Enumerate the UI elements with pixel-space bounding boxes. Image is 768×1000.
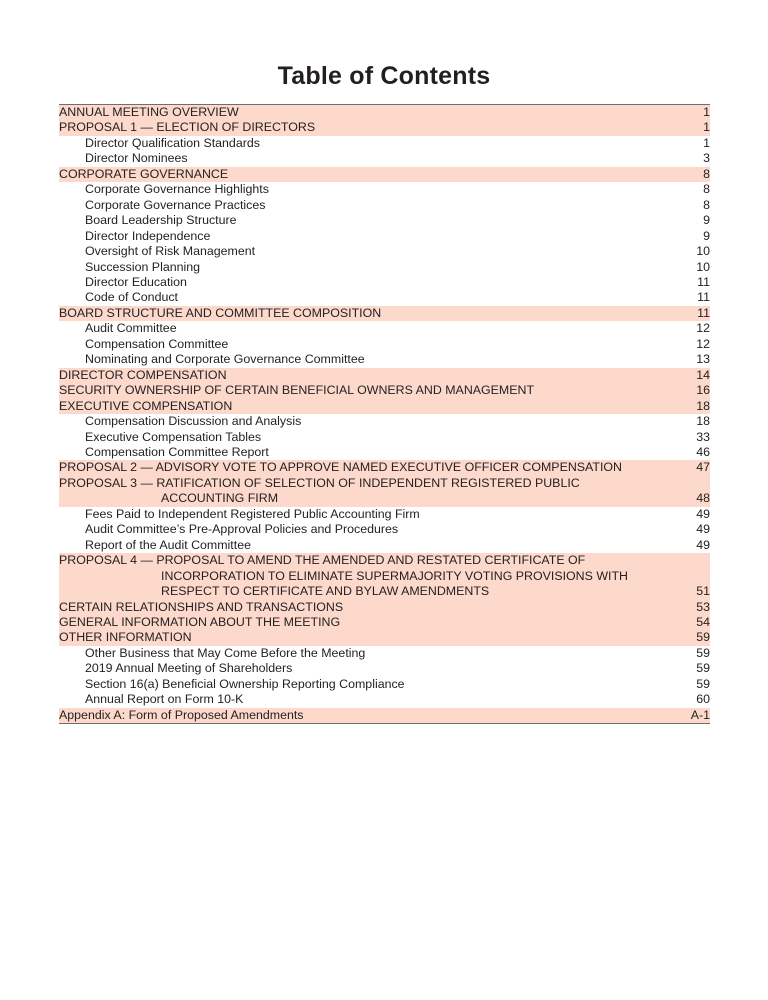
toc-page-number: 12 bbox=[696, 336, 710, 351]
toc-entry-line: Nominating and Corporate Governance Committee bbox=[85, 352, 365, 367]
toc-entry-line: PROPOSAL 3 — RATIFICATION OF SELECTION OF INDEPENDENT REGISTERED PUBLIC bbox=[59, 475, 580, 490]
toc-entry-title bbox=[59, 708, 304, 723]
toc-entry-line: CORPORATE GOVERNANCE bbox=[59, 166, 229, 181]
table-of-contents bbox=[59, 104, 710, 724]
toc-page-number: 53 bbox=[696, 599, 710, 614]
toc-subsection-entry[interactable] bbox=[59, 275, 710, 290]
toc-subsection-entry[interactable] bbox=[59, 151, 710, 166]
toc-entry-title bbox=[59, 260, 200, 275]
toc-entry-title bbox=[59, 306, 381, 321]
toc-entry-title bbox=[59, 321, 177, 336]
toc-page-number: 33 bbox=[696, 429, 710, 444]
toc-entry-title bbox=[59, 213, 237, 228]
toc-page-number: 12 bbox=[696, 321, 710, 336]
toc-section-entry[interactable] bbox=[59, 383, 710, 398]
toc-page-number: 1 bbox=[703, 105, 710, 119]
toc-entry-title bbox=[59, 692, 243, 707]
toc-page-number: 59 bbox=[696, 630, 710, 645]
toc-entry-title bbox=[59, 105, 239, 120]
toc-subsection-entry[interactable] bbox=[59, 661, 710, 676]
toc-page-number: 11 bbox=[697, 305, 710, 320]
toc-entry-title bbox=[59, 476, 580, 507]
toc-page-number: 10 bbox=[696, 259, 710, 274]
toc-subsection-entry[interactable] bbox=[59, 677, 710, 692]
page-title: Table of Contents bbox=[277, 62, 491, 90]
toc-section-entry[interactable] bbox=[59, 399, 710, 414]
toc-entry-line: Annual Report on Form 10-K bbox=[85, 692, 244, 707]
toc-entry-title bbox=[59, 352, 365, 367]
toc-page-number: 10 bbox=[696, 244, 710, 259]
toc-page-number: 14 bbox=[696, 367, 710, 382]
toc-entry-title bbox=[59, 445, 269, 460]
toc-subsection-entry[interactable] bbox=[59, 213, 710, 228]
toc-entry-title bbox=[59, 507, 420, 522]
toc-entry-title bbox=[59, 120, 315, 135]
toc-entry-line: Code of Conduct bbox=[85, 290, 178, 305]
toc-entry-line: Oversight of Risk Management bbox=[85, 244, 256, 259]
toc-subsection-entry[interactable] bbox=[59, 337, 710, 352]
toc-entry-line: Corporate Governance Highlights bbox=[85, 182, 269, 197]
toc-section-entry[interactable] bbox=[59, 120, 710, 135]
toc-entry-continuation-line: ACCOUNTING FIRM bbox=[161, 491, 279, 506]
toc-section-entry[interactable] bbox=[59, 306, 710, 321]
toc-section-entry[interactable] bbox=[59, 708, 710, 723]
toc-subsection-entry[interactable] bbox=[59, 198, 710, 213]
toc-page-number: 11 bbox=[697, 290, 710, 305]
toc-subsection-entry[interactable] bbox=[59, 507, 710, 522]
toc-entry-title bbox=[59, 538, 251, 553]
toc-entry-line: Other Business that May Come Before the Meeting bbox=[85, 645, 366, 660]
toc-section-entry[interactable] bbox=[59, 476, 710, 507]
toc-entry-line: Compensation Committee bbox=[85, 336, 229, 351]
toc-entry-title bbox=[59, 244, 255, 259]
toc-entry-line: Director Education bbox=[85, 274, 187, 289]
toc-entry-title bbox=[59, 414, 301, 429]
toc-subsection-entry[interactable] bbox=[59, 182, 710, 197]
toc-entry-title bbox=[59, 151, 188, 166]
toc-page-number: 3 bbox=[703, 151, 710, 166]
toc-section-entry[interactable] bbox=[59, 630, 710, 645]
toc-entry-title bbox=[59, 399, 232, 414]
toc-section-entry[interactable] bbox=[59, 368, 710, 383]
toc-entry-title bbox=[59, 368, 227, 383]
toc-entry-line: Succession Planning bbox=[85, 259, 201, 274]
toc-entry-line: Section 16(a) Beneficial Ownership Reporting Compliance bbox=[85, 676, 405, 691]
toc-page-number: 48 bbox=[696, 491, 710, 506]
toc-entry-line: Compensation Discussion and Analysis bbox=[85, 414, 302, 429]
toc-entry-title bbox=[59, 600, 343, 615]
toc-page-number: 59 bbox=[696, 676, 710, 691]
toc-page-number: 54 bbox=[696, 614, 710, 629]
toc-page-number: 8 bbox=[703, 182, 710, 197]
toc-entry-title bbox=[59, 430, 261, 445]
toc-page-number: 1 bbox=[703, 135, 710, 150]
toc-subsection-entry[interactable] bbox=[59, 244, 710, 259]
toc-entry-title bbox=[59, 522, 398, 537]
toc-entry-line: PROPOSAL 4 — PROPOSAL TO AMEND THE AMENDED AND RESTATED CERTIFICATE OF bbox=[59, 553, 586, 568]
toc-entry-title bbox=[59, 136, 260, 151]
toc-entry-title bbox=[59, 677, 405, 692]
toc-section-entry[interactable] bbox=[59, 460, 710, 475]
toc-subsection-entry[interactable] bbox=[59, 260, 710, 275]
toc-entry-line: SECURITY OWNERSHIP OF CERTAIN BENEFICIAL OWNERS AND MANAGEMENT bbox=[59, 383, 535, 398]
toc-entry-line: Compensation Committee Report bbox=[85, 444, 269, 459]
toc-page-number: 59 bbox=[696, 645, 710, 660]
toc-entry-title bbox=[59, 198, 265, 213]
toc-subsection-entry[interactable] bbox=[59, 352, 710, 367]
toc-page-number: 46 bbox=[696, 444, 710, 459]
toc-entry-title bbox=[59, 275, 187, 290]
toc-subsection-entry[interactable] bbox=[59, 522, 710, 537]
toc-entry-line: Audit Committee’s Pre-Approval Policies and Procedures bbox=[85, 522, 399, 537]
toc-page-number: A-1 bbox=[690, 707, 710, 722]
toc-page-number: 9 bbox=[703, 228, 710, 243]
toc-page-number: 60 bbox=[696, 692, 710, 707]
toc-entry-title bbox=[59, 383, 534, 398]
toc-entry-line: ANNUAL MEETING OVERVIEW bbox=[59, 105, 239, 119]
toc-subsection-entry[interactable] bbox=[59, 321, 710, 336]
toc-page-number: 18 bbox=[696, 398, 710, 413]
toc-entry-line: Director Nominees bbox=[85, 151, 188, 166]
toc-entry-title bbox=[59, 337, 228, 352]
toc-entry-line: BOARD STRUCTURE AND COMMITTEE COMPOSITION bbox=[59, 305, 382, 320]
toc-page-number: 59 bbox=[696, 661, 710, 676]
toc-entry-title bbox=[59, 290, 178, 305]
toc-subsection-entry[interactable] bbox=[59, 646, 710, 661]
toc-subsection-entry[interactable] bbox=[59, 538, 710, 553]
toc-entry-title bbox=[59, 615, 340, 630]
toc-entry-line: GENERAL INFORMATION ABOUT THE MEETING bbox=[59, 614, 341, 629]
toc-entry-line: EXECUTIVE COMPENSATION bbox=[59, 398, 233, 413]
toc-entry-line: Appendix A: Form of Proposed Amendments bbox=[59, 707, 304, 722]
toc-entry-line: Report of the Audit Committee bbox=[85, 537, 251, 552]
toc-entry-continuation-line: RESPECT TO CERTIFICATE AND BYLAW AMENDMENTS bbox=[161, 584, 490, 599]
toc-entry-line: Executive Compensation Tables bbox=[85, 429, 262, 444]
toc-entry-title bbox=[59, 182, 269, 197]
toc-section-entry[interactable] bbox=[59, 600, 710, 615]
toc-section-entry[interactable] bbox=[59, 615, 710, 630]
toc-entry-title bbox=[59, 553, 628, 599]
toc-subsection-entry[interactable] bbox=[59, 414, 710, 429]
toc-page-number: 11 bbox=[697, 274, 710, 289]
toc-page-number: 1 bbox=[703, 120, 710, 135]
toc-entry-line: Board Leadership Structure bbox=[85, 213, 237, 228]
toc-page-number: 13 bbox=[696, 352, 710, 367]
toc-page-number: 9 bbox=[703, 213, 710, 228]
toc-entry-title bbox=[59, 630, 192, 645]
toc-entry-line: Audit Committee bbox=[85, 321, 177, 336]
toc-entry-title bbox=[59, 167, 228, 182]
toc-entry-title bbox=[59, 646, 365, 661]
toc-entry-line: DIRECTOR COMPENSATION bbox=[59, 367, 227, 382]
toc-entry-line: 2019 Annual Meeting of Shareholders bbox=[85, 661, 293, 676]
toc-section-entry[interactable] bbox=[59, 105, 710, 120]
toc-entry-line: Director Qualification Standards bbox=[85, 135, 260, 150]
toc-section-entry[interactable] bbox=[59, 167, 710, 182]
toc-page-number: 47 bbox=[696, 460, 710, 475]
toc-entry-line: Corporate Governance Practices bbox=[85, 197, 266, 212]
toc-page-number: 49 bbox=[696, 506, 710, 521]
toc-entry-title bbox=[59, 229, 210, 244]
toc-entry-line: Fees Paid to Independent Registered Public Accounting Firm bbox=[85, 506, 420, 521]
toc-entry-title bbox=[59, 460, 622, 475]
toc-subsection-entry[interactable] bbox=[59, 136, 710, 151]
toc-entry-line: PROPOSAL 2 — ADVISORY VOTE TO APPROVE NAMED EXECUTIVE OFFICER COMPENSATION bbox=[59, 460, 622, 475]
toc-entry-line: CERTAIN RELATIONSHIPS AND TRANSACTIONS bbox=[59, 599, 344, 614]
toc-page-number: 51 bbox=[696, 584, 710, 599]
toc-page-number: 49 bbox=[696, 522, 710, 537]
toc-entry-title bbox=[59, 661, 292, 676]
toc-entry-line: OTHER INFORMATION bbox=[59, 630, 192, 645]
toc-subsection-entry[interactable] bbox=[59, 430, 710, 445]
toc-page-number: 8 bbox=[703, 197, 710, 212]
toc-entry-line: PROPOSAL 1 — ELECTION OF DIRECTORS bbox=[59, 120, 316, 135]
toc-subsection-entry[interactable] bbox=[59, 290, 710, 305]
toc-entry-line: Director Independence bbox=[85, 228, 211, 243]
toc-section-entry[interactable] bbox=[59, 553, 710, 599]
toc-subsection-entry[interactable] bbox=[59, 229, 710, 244]
toc-entry-continuation-line: INCORPORATION TO ELIMINATE SUPERMAJORITY VOTING PROVISIONS WITH bbox=[161, 568, 628, 583]
toc-page-number: 18 bbox=[696, 414, 710, 429]
toc-subsection-entry[interactable] bbox=[59, 445, 710, 460]
toc-subsection-entry[interactable] bbox=[59, 692, 710, 707]
toc-page-number: 49 bbox=[696, 537, 710, 552]
toc-page-number: 16 bbox=[696, 383, 710, 398]
toc-page-number: 8 bbox=[703, 166, 710, 181]
